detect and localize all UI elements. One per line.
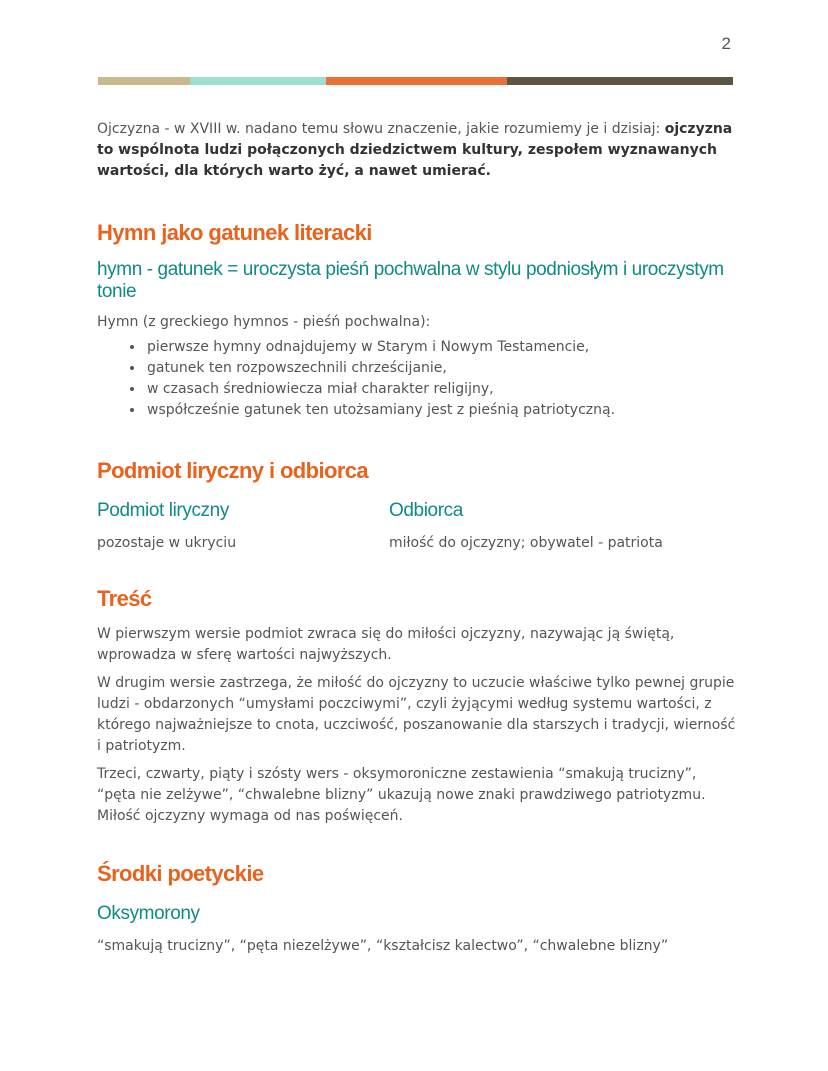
intro-text: Ojczyzna - w XVIII w. nadano temu słowu znaczenie, jakie rozumiemy je i dzisiaj: — [97, 121, 665, 137]
color-bar-segment — [98, 77, 190, 85]
tresc-paragraph: W drugim wersie zastrzega, że miłość do ojczyzny to uczucie właściwe tylko pewnej grupie ludzi - obdarzonych “umysłami poczciwymi”, czyli żyjącymi według systemu wartości, z którego najważniejsze to cnota, uczciwość, poszanowanie dla starszych i tradycji, wierność i patriotyzm. — [97, 675, 736, 754]
tresc-paragraph: Trzeci, czwarty, piąty i szósty wers - oksymoroniczne zestawienia “smakują trucizny”, “pęta nie zelżywe”, “chwalebne blizny” ukazują nowe znaki prawdziwego patriotyzmu. Miłość ojczyzny wymaga od nas poświęceń. — [97, 766, 706, 824]
odbiorca-column — [389, 500, 681, 554]
oksymorony-text: “smakują trucizny”, “pęta niezelżywe”, “kształcisz kalectwo”, “chwalebne blizny” — [97, 938, 669, 954]
heading-tresc: Treść — [97, 586, 152, 611]
hymn-bullet-list — [97, 337, 737, 421]
subheading-oksymorony: Oksymorony — [97, 903, 200, 924]
hymn-lead: Hymn (z greckiego hymnos - pieśń pochwalna): — [97, 314, 431, 330]
document-body — [97, 119, 737, 957]
intro-definition: ojczyzna to wspólnota ludzi połączonych dziedzictwem kultury, zespołem wyznawanych wartości, dla których warto żyć, a nawet umierać. — [97, 121, 733, 179]
intro-paragraph — [97, 119, 737, 182]
list-item: • współcześnie gatunek ten utożsamiany jest z pieśnią patriotyczną. — [145, 400, 737, 421]
podmiot-column — [97, 500, 389, 554]
tresc-paragraph: W pierwszym wersie podmiot zwraca się do miłości ojczyzny, nazywając ją świętą, wprowadza w sferę wartości najwyższych. — [97, 626, 675, 663]
heading-podmiot: Podmiot liryczny i odbiorca — [97, 458, 369, 483]
list-item: • w czasach średniowiecza miał charakter religijny, — [145, 379, 737, 400]
podmiot-columns — [97, 500, 737, 554]
list-item: • pierwsze hymny odnajdujemy w Starym i Nowym Testamencie, — [145, 337, 737, 358]
subheading-hymn-definition: hymn - gatunek = uroczysta pieśń pochwalna w stylu podniosłym i uroczystym tonie — [97, 259, 724, 302]
subheading-podmiot-liryczny: Podmiot liryczny — [97, 500, 229, 521]
podmiot-text: pozostaje w ukryciu — [97, 535, 237, 551]
heading-hymn: Hymn jako gatunek literacki — [97, 220, 372, 245]
color-bar-segment — [507, 77, 733, 85]
color-bar-segment — [326, 77, 507, 85]
list-item: • gatunek ten rozpowszechnili chrześcijanie, — [145, 358, 737, 379]
header-color-bar — [98, 77, 733, 85]
subheading-odbiorca: Odbiorca — [389, 500, 463, 521]
heading-srodki: Środki poetyckie — [97, 861, 264, 886]
odbiorca-text: miłość do ojczyzny; obywatel - patriota — [389, 535, 663, 551]
page-number: 2 — [721, 34, 731, 53]
color-bar-segment — [190, 77, 326, 85]
